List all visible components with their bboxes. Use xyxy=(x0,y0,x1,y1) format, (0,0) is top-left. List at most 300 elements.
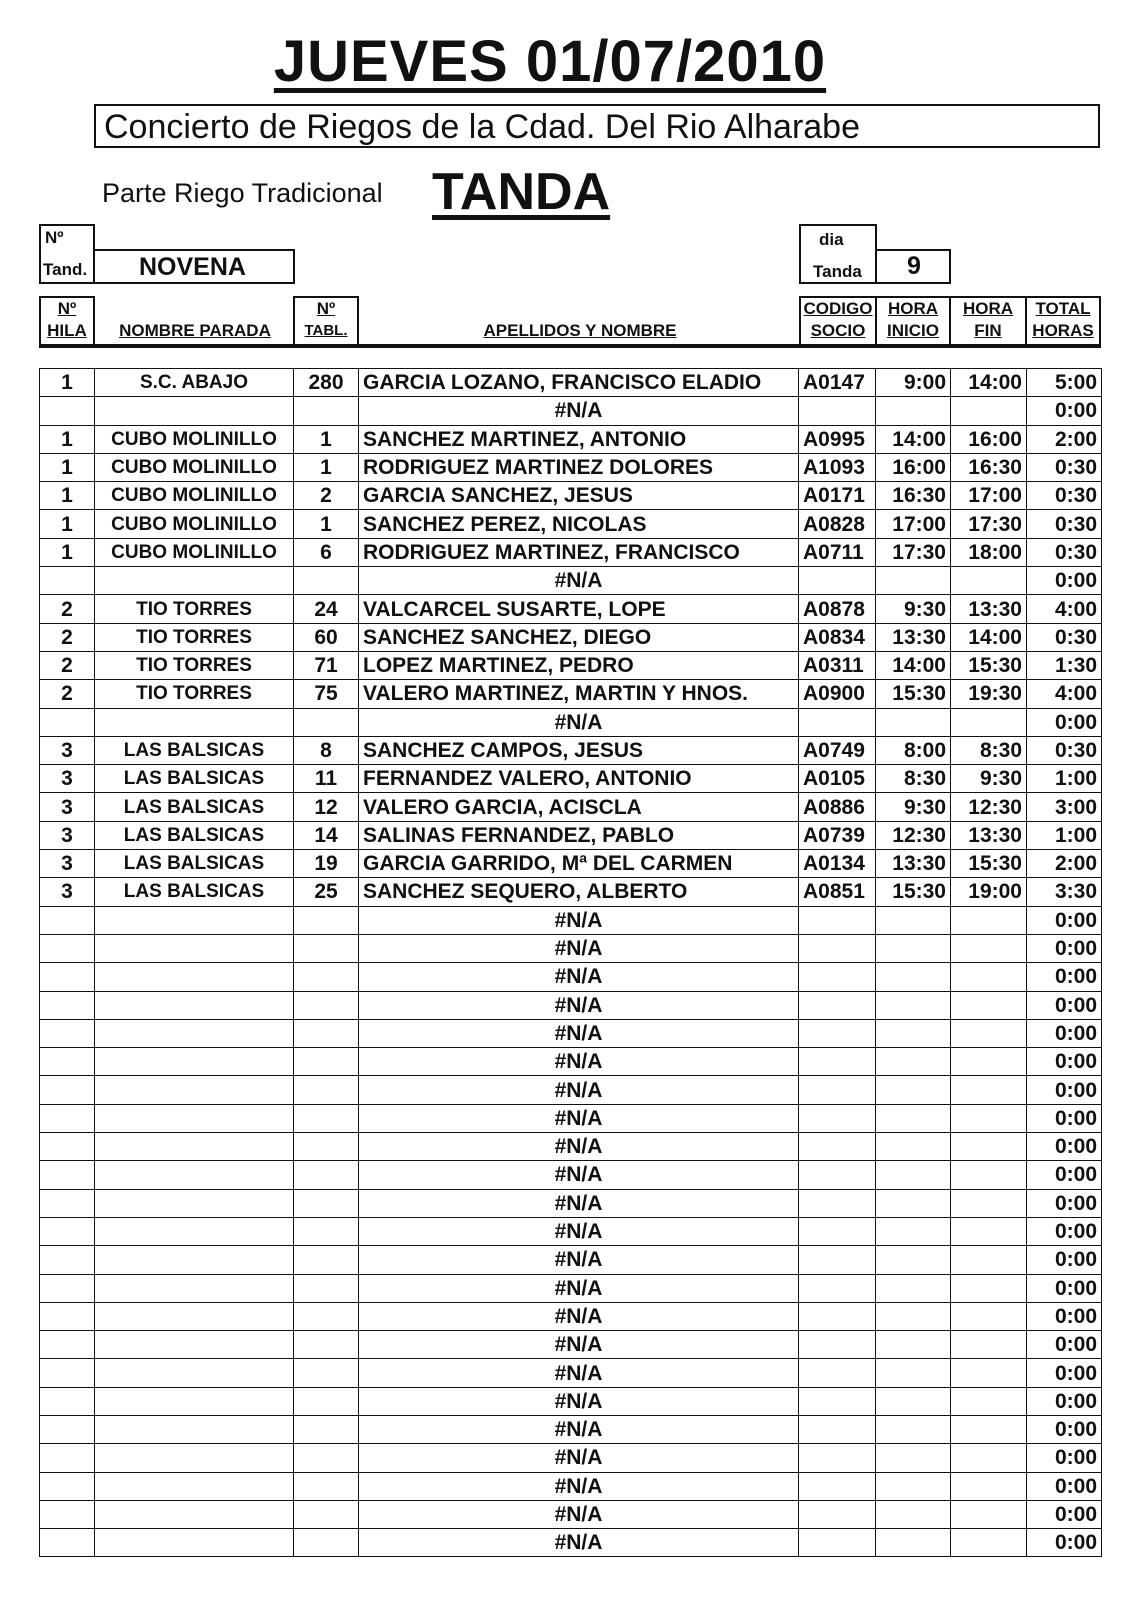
cell-nombre: #N/A xyxy=(359,708,799,736)
cell-codigo: A0105 xyxy=(799,765,876,793)
cell-codigo: A0147 xyxy=(799,369,876,397)
dia-label-top: dia xyxy=(819,230,844,249)
cell-parada xyxy=(95,1133,294,1161)
cell-hila: 2 xyxy=(40,651,95,679)
cell-tabl xyxy=(294,1529,359,1557)
table-row xyxy=(40,1472,1102,1500)
cell-nombre: #N/A xyxy=(359,963,799,991)
cell-codigo: A0886 xyxy=(799,793,876,821)
cell-inicio xyxy=(876,906,951,934)
table-row xyxy=(40,1076,1102,1104)
table-row xyxy=(40,1387,1102,1415)
cell-hila xyxy=(40,991,95,1019)
cell-codigo xyxy=(799,1217,876,1245)
cell-fin xyxy=(951,934,1027,962)
cell-fin xyxy=(951,1500,1027,1528)
table-row xyxy=(40,623,1102,651)
cell-parada xyxy=(95,1048,294,1076)
cell-nombre: #N/A xyxy=(359,1415,799,1443)
cell-parada xyxy=(95,1359,294,1387)
cell-tabl xyxy=(294,1500,359,1528)
cell-tabl xyxy=(294,1048,359,1076)
cell-total: 2:00 xyxy=(1027,425,1102,453)
cell-inicio xyxy=(876,1217,951,1245)
cell-nombre: #N/A xyxy=(359,397,799,425)
col-header-codigo-bottom: SOCIO xyxy=(810,321,866,340)
dia-value-box xyxy=(875,249,951,284)
cell-hila xyxy=(40,1104,95,1132)
table-row xyxy=(40,821,1102,849)
cell-codigo: A1093 xyxy=(799,453,876,481)
cell-inicio xyxy=(876,1302,951,1330)
cell-fin: 13:30 xyxy=(951,821,1027,849)
cell-hila xyxy=(40,708,95,736)
col-header-hila-bottom: HILA xyxy=(47,321,87,340)
cell-inicio: 8:00 xyxy=(876,736,951,764)
cell-total: 0:30 xyxy=(1027,482,1102,510)
col-header-codigo-top: CODIGO xyxy=(803,299,873,318)
cell-parada xyxy=(95,934,294,962)
cell-nombre: #N/A xyxy=(359,1500,799,1528)
cell-fin xyxy=(951,567,1027,595)
cell-total: 0:00 xyxy=(1027,1529,1102,1557)
cell-inicio: 16:30 xyxy=(876,482,951,510)
cell-codigo xyxy=(799,1500,876,1528)
cell-tabl: 1 xyxy=(294,425,359,453)
cell-tabl xyxy=(294,1133,359,1161)
cell-tabl: 71 xyxy=(294,651,359,679)
cell-hila xyxy=(40,1133,95,1161)
cell-nombre: GARCIA GARRIDO, Mª DEL CARMEN xyxy=(359,850,799,878)
cell-inicio xyxy=(876,991,951,1019)
cell-inicio xyxy=(876,708,951,736)
cell-parada xyxy=(95,1104,294,1132)
cell-inicio: 14:00 xyxy=(876,651,951,679)
cell-inicio: 9:30 xyxy=(876,595,951,623)
cell-hila: 1 xyxy=(40,510,95,538)
cell-fin: 9:30 xyxy=(951,765,1027,793)
cell-nombre: SANCHEZ MARTINEZ, ANTONIO xyxy=(359,425,799,453)
cell-codigo: A0171 xyxy=(799,482,876,510)
cell-hila xyxy=(40,1472,95,1500)
cell-codigo: A0878 xyxy=(799,595,876,623)
cell-tabl xyxy=(294,1387,359,1415)
cell-parada xyxy=(95,906,294,934)
cell-inicio xyxy=(876,934,951,962)
cell-nombre: #N/A xyxy=(359,1444,799,1472)
cell-total: 0:00 xyxy=(1027,1415,1102,1443)
cell-codigo xyxy=(799,1076,876,1104)
cell-parada: CUBO MOLINILLO xyxy=(95,538,294,566)
cell-tabl xyxy=(294,1019,359,1047)
cell-nombre: #N/A xyxy=(359,1019,799,1047)
cell-fin xyxy=(951,1161,1027,1189)
cell-hila xyxy=(40,1076,95,1104)
col-header-parada xyxy=(95,320,295,346)
col-header-hila xyxy=(39,296,95,346)
cell-total: 2:00 xyxy=(1027,850,1102,878)
col-header-fin-top: HORA xyxy=(962,299,1014,318)
cell-nombre: #N/A xyxy=(359,1246,799,1274)
cell-tabl xyxy=(294,906,359,934)
cell-inicio: 14:00 xyxy=(876,425,951,453)
cell-nombre: FERNANDEZ VALERO, ANTONIO xyxy=(359,765,799,793)
cell-fin: 8:30 xyxy=(951,736,1027,764)
cell-total: 0:00 xyxy=(1027,934,1102,962)
cell-hila xyxy=(40,1387,95,1415)
cell-parada xyxy=(95,1076,294,1104)
table-row xyxy=(40,369,1102,397)
cell-nombre: #N/A xyxy=(359,1189,799,1217)
col-header-parada-bottom: NOMBRE PARADA xyxy=(119,321,271,340)
cell-tabl xyxy=(294,963,359,991)
cell-inicio: 16:00 xyxy=(876,453,951,481)
cell-hila xyxy=(40,397,95,425)
cell-parada: LAS BALSICAS xyxy=(95,850,294,878)
cell-parada: CUBO MOLINILLO xyxy=(95,510,294,538)
table-row xyxy=(40,680,1102,708)
cell-codigo xyxy=(799,1274,876,1302)
cell-hila xyxy=(40,1359,95,1387)
cell-total: 0:00 xyxy=(1027,1048,1102,1076)
cell-hila: 3 xyxy=(40,736,95,764)
cell-tabl xyxy=(294,1189,359,1217)
table-row xyxy=(40,1048,1102,1076)
cell-hila xyxy=(40,1217,95,1245)
cell-inicio xyxy=(876,1048,951,1076)
cell-tabl xyxy=(294,1415,359,1443)
table-row xyxy=(40,1133,1102,1161)
cell-codigo xyxy=(799,1444,876,1472)
table-row xyxy=(40,765,1102,793)
cell-nombre: #N/A xyxy=(359,1076,799,1104)
cell-fin: 18:00 xyxy=(951,538,1027,566)
cell-hila xyxy=(40,1529,95,1557)
cell-total: 0:00 xyxy=(1027,397,1102,425)
cell-parada xyxy=(95,1302,294,1330)
cell-nombre: RODRIGUEZ MARTINEZ, FRANCISCO xyxy=(359,538,799,566)
cell-total: 0:00 xyxy=(1027,1161,1102,1189)
cell-inicio xyxy=(876,1189,951,1217)
cell-total: 0:00 xyxy=(1027,1274,1102,1302)
col-header-hila-top: Nº xyxy=(57,299,77,318)
table-row xyxy=(40,1415,1102,1443)
cell-codigo xyxy=(799,1246,876,1274)
table-row xyxy=(40,1444,1102,1472)
cell-fin xyxy=(951,963,1027,991)
cell-fin xyxy=(951,1104,1027,1132)
cell-parada: CUBO MOLINILLO xyxy=(95,482,294,510)
cell-inicio xyxy=(876,1161,951,1189)
table-row xyxy=(40,793,1102,821)
cell-hila: 1 xyxy=(40,425,95,453)
cell-total: 0:00 xyxy=(1027,963,1102,991)
cell-parada xyxy=(95,1472,294,1500)
table-row xyxy=(40,708,1102,736)
cell-hila xyxy=(40,1246,95,1274)
cell-nombre: #N/A xyxy=(359,1302,799,1330)
cell-total: 0:30 xyxy=(1027,453,1102,481)
cell-nombre: SANCHEZ CAMPOS, JESUS xyxy=(359,736,799,764)
cell-inicio xyxy=(876,1133,951,1161)
cell-fin xyxy=(951,991,1027,1019)
cell-parada xyxy=(95,991,294,1019)
cell-inicio: 9:30 xyxy=(876,793,951,821)
cell-codigo xyxy=(799,991,876,1019)
table-row xyxy=(40,482,1102,510)
cell-parada: S.C. ABAJO xyxy=(95,369,294,397)
cell-nombre: VALERO MARTINEZ, MARTIN Y HNOS. xyxy=(359,680,799,708)
cell-fin xyxy=(951,1387,1027,1415)
table-row xyxy=(40,453,1102,481)
col-header-tabl-top: Nº xyxy=(316,299,336,318)
cell-tabl xyxy=(294,567,359,595)
cell-parada: LAS BALSICAS xyxy=(95,765,294,793)
cell-total: 0:00 xyxy=(1027,1387,1102,1415)
cell-hila xyxy=(40,1415,95,1443)
cell-inicio xyxy=(876,1387,951,1415)
dia-label-bottom: Tanda xyxy=(813,262,862,281)
cell-hila: 3 xyxy=(40,793,95,821)
cell-parada: LAS BALSICAS xyxy=(95,878,294,906)
cell-inicio: 9:00 xyxy=(876,369,951,397)
dia-value: 9 xyxy=(907,252,921,280)
cell-codigo xyxy=(799,567,876,595)
cell-hila xyxy=(40,1161,95,1189)
cell-parada: TIO TORRES xyxy=(95,595,294,623)
cell-fin xyxy=(951,1048,1027,1076)
cell-nombre: #N/A xyxy=(359,1274,799,1302)
table-row xyxy=(40,736,1102,764)
concierto-banner: Concierto de Riegos de la Cdad. Del Rio Alharabe xyxy=(94,104,1100,148)
cell-parada: LAS BALSICAS xyxy=(95,821,294,849)
tand-label-top: Nº xyxy=(45,228,64,247)
cell-hila xyxy=(40,1302,95,1330)
cell-total: 0:00 xyxy=(1027,1019,1102,1047)
cell-tabl: 19 xyxy=(294,850,359,878)
table-row xyxy=(40,567,1102,595)
cell-codigo xyxy=(799,963,876,991)
cell-tabl: 2 xyxy=(294,482,359,510)
col-header-tabl xyxy=(293,296,359,346)
cell-codigo xyxy=(799,1415,876,1443)
cell-total: 3:00 xyxy=(1027,793,1102,821)
cell-tabl xyxy=(294,708,359,736)
cell-hila xyxy=(40,1274,95,1302)
cell-hila xyxy=(40,934,95,962)
cell-inicio: 17:30 xyxy=(876,538,951,566)
cell-nombre: VALCARCEL SUSARTE, LOPE xyxy=(359,595,799,623)
cell-codigo xyxy=(799,1302,876,1330)
cell-codigo xyxy=(799,906,876,934)
cell-tabl: 75 xyxy=(294,680,359,708)
cell-nombre: #N/A xyxy=(359,1529,799,1557)
cell-tabl: 1 xyxy=(294,510,359,538)
cell-hila xyxy=(40,963,95,991)
parte-label: Parte Riego Tradicional xyxy=(102,178,383,208)
cell-fin: 14:00 xyxy=(951,369,1027,397)
tand-value: NOVENA xyxy=(139,253,246,281)
cell-codigo xyxy=(799,1189,876,1217)
cell-codigo xyxy=(799,934,876,962)
cell-tabl: 280 xyxy=(294,369,359,397)
cell-nombre: GARCIA LOZANO, FRANCISCO ELADIO xyxy=(359,369,799,397)
cell-parada xyxy=(95,1189,294,1217)
cell-codigo: A0311 xyxy=(799,651,876,679)
cell-inicio: 13:30 xyxy=(876,623,951,651)
cell-hila xyxy=(40,1500,95,1528)
cell-tabl xyxy=(294,1161,359,1189)
cell-hila: 3 xyxy=(40,878,95,906)
col-header-total-top: TOTAL xyxy=(1035,299,1091,318)
table-row xyxy=(40,1500,1102,1528)
cell-codigo xyxy=(799,1019,876,1047)
col-header-fin xyxy=(949,296,1027,346)
col-header-fin-bottom: FIN xyxy=(974,321,1002,340)
table-row xyxy=(40,1189,1102,1217)
cell-parada xyxy=(95,1331,294,1359)
cell-fin: 15:30 xyxy=(951,651,1027,679)
col-header-tabl-bottom: TABL. xyxy=(304,322,348,339)
cell-parada xyxy=(95,1274,294,1302)
cell-tabl xyxy=(294,1217,359,1245)
cell-hila xyxy=(40,1019,95,1047)
cell-nombre: #N/A xyxy=(359,1331,799,1359)
cell-fin xyxy=(951,1133,1027,1161)
cell-parada xyxy=(95,1444,294,1472)
cell-codigo: A0134 xyxy=(799,850,876,878)
cell-inicio: 13:30 xyxy=(876,850,951,878)
cell-parada xyxy=(95,1415,294,1443)
cell-parada: LAS BALSICAS xyxy=(95,736,294,764)
cell-fin xyxy=(951,397,1027,425)
cell-nombre: #N/A xyxy=(359,1104,799,1132)
cell-fin xyxy=(951,708,1027,736)
cell-nombre: LOPEZ MARTINEZ, PEDRO xyxy=(359,651,799,679)
cell-parada xyxy=(95,1529,294,1557)
cell-parada xyxy=(95,1500,294,1528)
col-header-nombre-bottom: APELLIDOS Y NOMBRE xyxy=(483,321,677,340)
cell-nombre: #N/A xyxy=(359,1048,799,1076)
table-row xyxy=(40,991,1102,1019)
cell-inicio xyxy=(876,1019,951,1047)
cell-hila: 2 xyxy=(40,595,95,623)
cell-tabl xyxy=(294,1246,359,1274)
cell-parada xyxy=(95,567,294,595)
cell-total: 1:00 xyxy=(1027,765,1102,793)
cell-codigo xyxy=(799,1133,876,1161)
cell-total: 0:30 xyxy=(1027,538,1102,566)
cell-tabl xyxy=(294,1274,359,1302)
cell-fin: 14:00 xyxy=(951,623,1027,651)
cell-hila: 3 xyxy=(40,850,95,878)
cell-fin xyxy=(951,1472,1027,1500)
cell-parada: TIO TORRES xyxy=(95,680,294,708)
cell-fin: 13:30 xyxy=(951,595,1027,623)
cell-inicio xyxy=(876,1076,951,1104)
cell-inicio: 15:30 xyxy=(876,680,951,708)
cell-codigo xyxy=(799,397,876,425)
cell-nombre: RODRIGUEZ MARTINEZ DOLORES xyxy=(359,453,799,481)
table-row xyxy=(40,906,1102,934)
cell-hila: 2 xyxy=(40,680,95,708)
cell-tabl: 11 xyxy=(294,765,359,793)
table-row xyxy=(40,651,1102,679)
cell-tabl xyxy=(294,1331,359,1359)
cell-parada: CUBO MOLINILLO xyxy=(95,453,294,481)
cell-inicio xyxy=(876,1104,951,1132)
table-row xyxy=(40,850,1102,878)
cell-total: 0:00 xyxy=(1027,1217,1102,1245)
cell-hila xyxy=(40,1444,95,1472)
cell-codigo: A0711 xyxy=(799,538,876,566)
cell-fin xyxy=(951,1217,1027,1245)
table-row xyxy=(40,934,1102,962)
cell-total: 0:00 xyxy=(1027,567,1102,595)
cell-total: 0:00 xyxy=(1027,1133,1102,1161)
col-header-codigo xyxy=(799,296,877,346)
cell-parada xyxy=(95,1387,294,1415)
cell-tabl xyxy=(294,397,359,425)
cell-fin: 17:00 xyxy=(951,482,1027,510)
cell-nombre: VALERO GARCIA, ACISCLA xyxy=(359,793,799,821)
cell-inicio xyxy=(876,1500,951,1528)
cell-nombre: #N/A xyxy=(359,1472,799,1500)
cell-parada: TIO TORRES xyxy=(95,651,294,679)
cell-codigo: A0749 xyxy=(799,736,876,764)
cell-fin xyxy=(951,906,1027,934)
cell-total: 0:00 xyxy=(1027,991,1102,1019)
dia-label-box xyxy=(799,224,877,284)
cell-fin: 16:30 xyxy=(951,453,1027,481)
table-row xyxy=(40,425,1102,453)
cell-parada xyxy=(95,1246,294,1274)
cell-tabl: 8 xyxy=(294,736,359,764)
cell-parada xyxy=(95,708,294,736)
table-row xyxy=(40,1217,1102,1245)
table-row xyxy=(40,595,1102,623)
table-row xyxy=(40,1274,1102,1302)
cell-nombre: GARCIA SANCHEZ, JESUS xyxy=(359,482,799,510)
cell-codigo xyxy=(799,1529,876,1557)
cell-parada xyxy=(95,1161,294,1189)
cell-nombre: #N/A xyxy=(359,906,799,934)
cell-total: 0:00 xyxy=(1027,1472,1102,1500)
cell-tabl xyxy=(294,991,359,1019)
cell-tabl: 24 xyxy=(294,595,359,623)
tand-value-box xyxy=(93,249,295,284)
cell-fin: 17:30 xyxy=(951,510,1027,538)
cell-inicio xyxy=(876,1472,951,1500)
cell-hila xyxy=(40,1048,95,1076)
cell-hila: 1 xyxy=(40,538,95,566)
cell-fin xyxy=(951,1331,1027,1359)
cell-fin xyxy=(951,1302,1027,1330)
cell-tabl xyxy=(294,934,359,962)
cell-nombre: SANCHEZ SEQUERO, ALBERTO xyxy=(359,878,799,906)
cell-nombre: SANCHEZ SANCHEZ, DIEGO xyxy=(359,623,799,651)
cell-parada xyxy=(95,1217,294,1245)
tand-label-box xyxy=(39,224,95,284)
tanda-title: TANDA xyxy=(432,163,611,221)
cell-codigo: A0900 xyxy=(799,680,876,708)
cell-nombre: #N/A xyxy=(359,1359,799,1387)
cell-codigo: A0851 xyxy=(799,878,876,906)
cell-total: 0:00 xyxy=(1027,708,1102,736)
cell-total: 0:00 xyxy=(1027,1104,1102,1132)
cell-tabl xyxy=(294,1104,359,1132)
cell-inicio: 15:30 xyxy=(876,878,951,906)
